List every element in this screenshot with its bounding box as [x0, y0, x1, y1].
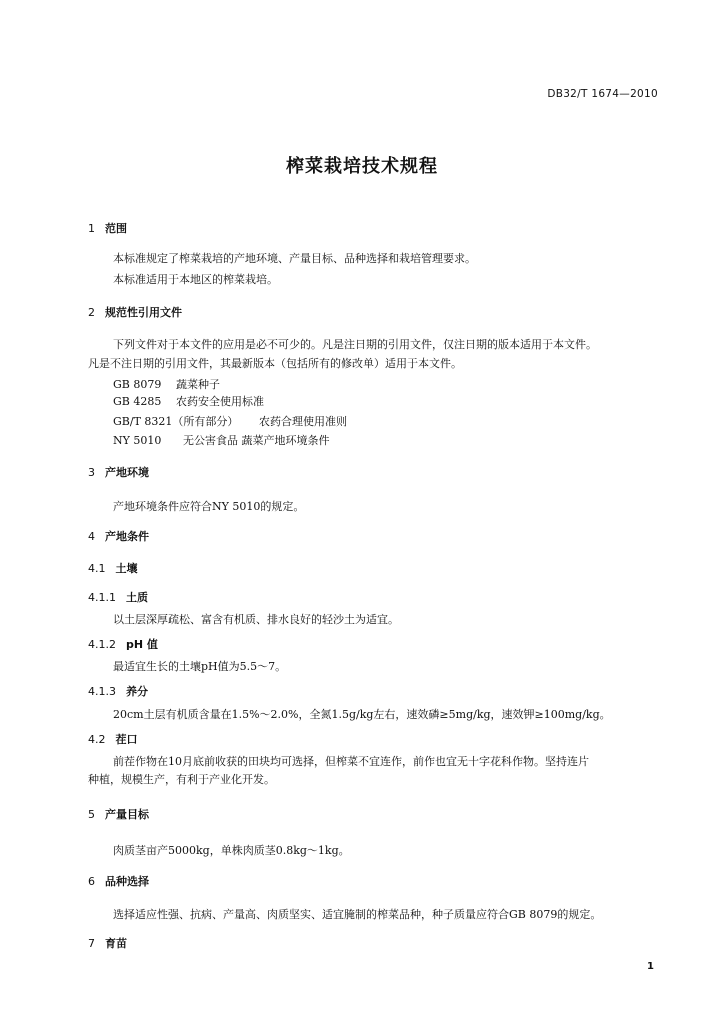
paragraph: 前茬作物在10月底前收获的田块均可选择，但榨菜不宜连作，前作也宜无十字花科作物。坚持连片 — [113, 755, 589, 768]
section-heading-7: 7 育苗 — [88, 937, 127, 950]
section-heading-6: 6 品种选择 — [88, 875, 149, 888]
paragraph: 种植，规模生产，有利于产业化开发。 — [88, 773, 275, 786]
subsection-heading-4-1-3: 4.1.3 养分 — [88, 685, 148, 698]
standard-code: DB32/T 1674—2010 — [547, 88, 658, 100]
paragraph: 凡是不注日期的引用文件，其最新版本（包括所有的修改单）适用于本文件。 — [88, 357, 462, 370]
section-heading-4: 4 产地条件 — [88, 530, 149, 543]
reference-item: NY 5010 无公害食品 蔬菜产地环境条件 — [113, 434, 330, 447]
paragraph: 以土层深厚疏松、富含有机质、排水良好的轻沙土为适宜。 — [113, 613, 399, 626]
page-number: 1 — [647, 961, 654, 972]
section-heading-2: 2 规范性引用文件 — [88, 306, 182, 319]
paragraph: 肉质茎亩产5000kg，单株肉质茎0.8kg～1kg。 — [113, 844, 350, 857]
subsection-heading-4-1-1: 4.1.1 土质 — [88, 591, 148, 604]
paragraph: 最适宜生长的土壤pH值为5.5～7。 — [113, 660, 287, 673]
section-heading-3: 3 产地环境 — [88, 466, 149, 479]
subsection-heading-4-1-2: 4.1.2 pH 值 — [88, 638, 158, 651]
paragraph: 产地环境条件应符合NY 5010的规定。 — [113, 500, 305, 513]
subsection-heading-4-2: 4.2 茬口 — [88, 733, 138, 746]
reference-item: GB 4285 农药安全使用标准 — [113, 395, 264, 408]
reference-item: GB 8079 蔬菜种子 — [113, 378, 220, 391]
paragraph: 20cm土层有机质含量在1.5%～2.0%，全氮1.5g/kg左右，速效磷≥5mg/kg，速效钾≥100mg/kg。 — [113, 708, 611, 721]
paragraph: 选择适应性强、抗病、产量高、肉质坚实、适宜腌制的榨菜品种，种子质量应符合GB 8079的规定。 — [113, 908, 602, 921]
section-heading-1: 1 范围 — [88, 222, 127, 235]
document-title: 榨菜栽培技术规程 — [286, 156, 438, 177]
paragraph: 本标准规定了榨菜栽培的产地环境、产量目标、品种选择和栽培管理要求。 — [113, 252, 476, 265]
section-heading-5: 5 产量目标 — [88, 808, 149, 821]
reference-item: GB/T 8321（所有部分） 农药合理使用准则 — [113, 415, 347, 428]
subsection-heading-4-1: 4.1 土壤 — [88, 562, 138, 575]
paragraph: 下列文件对于本文件的应用是必不可少的。凡是注日期的引用文件，仅注日期的版本适用于本文件。 — [113, 338, 597, 351]
paragraph: 本标准适用于本地区的榨菜栽培。 — [113, 273, 278, 286]
